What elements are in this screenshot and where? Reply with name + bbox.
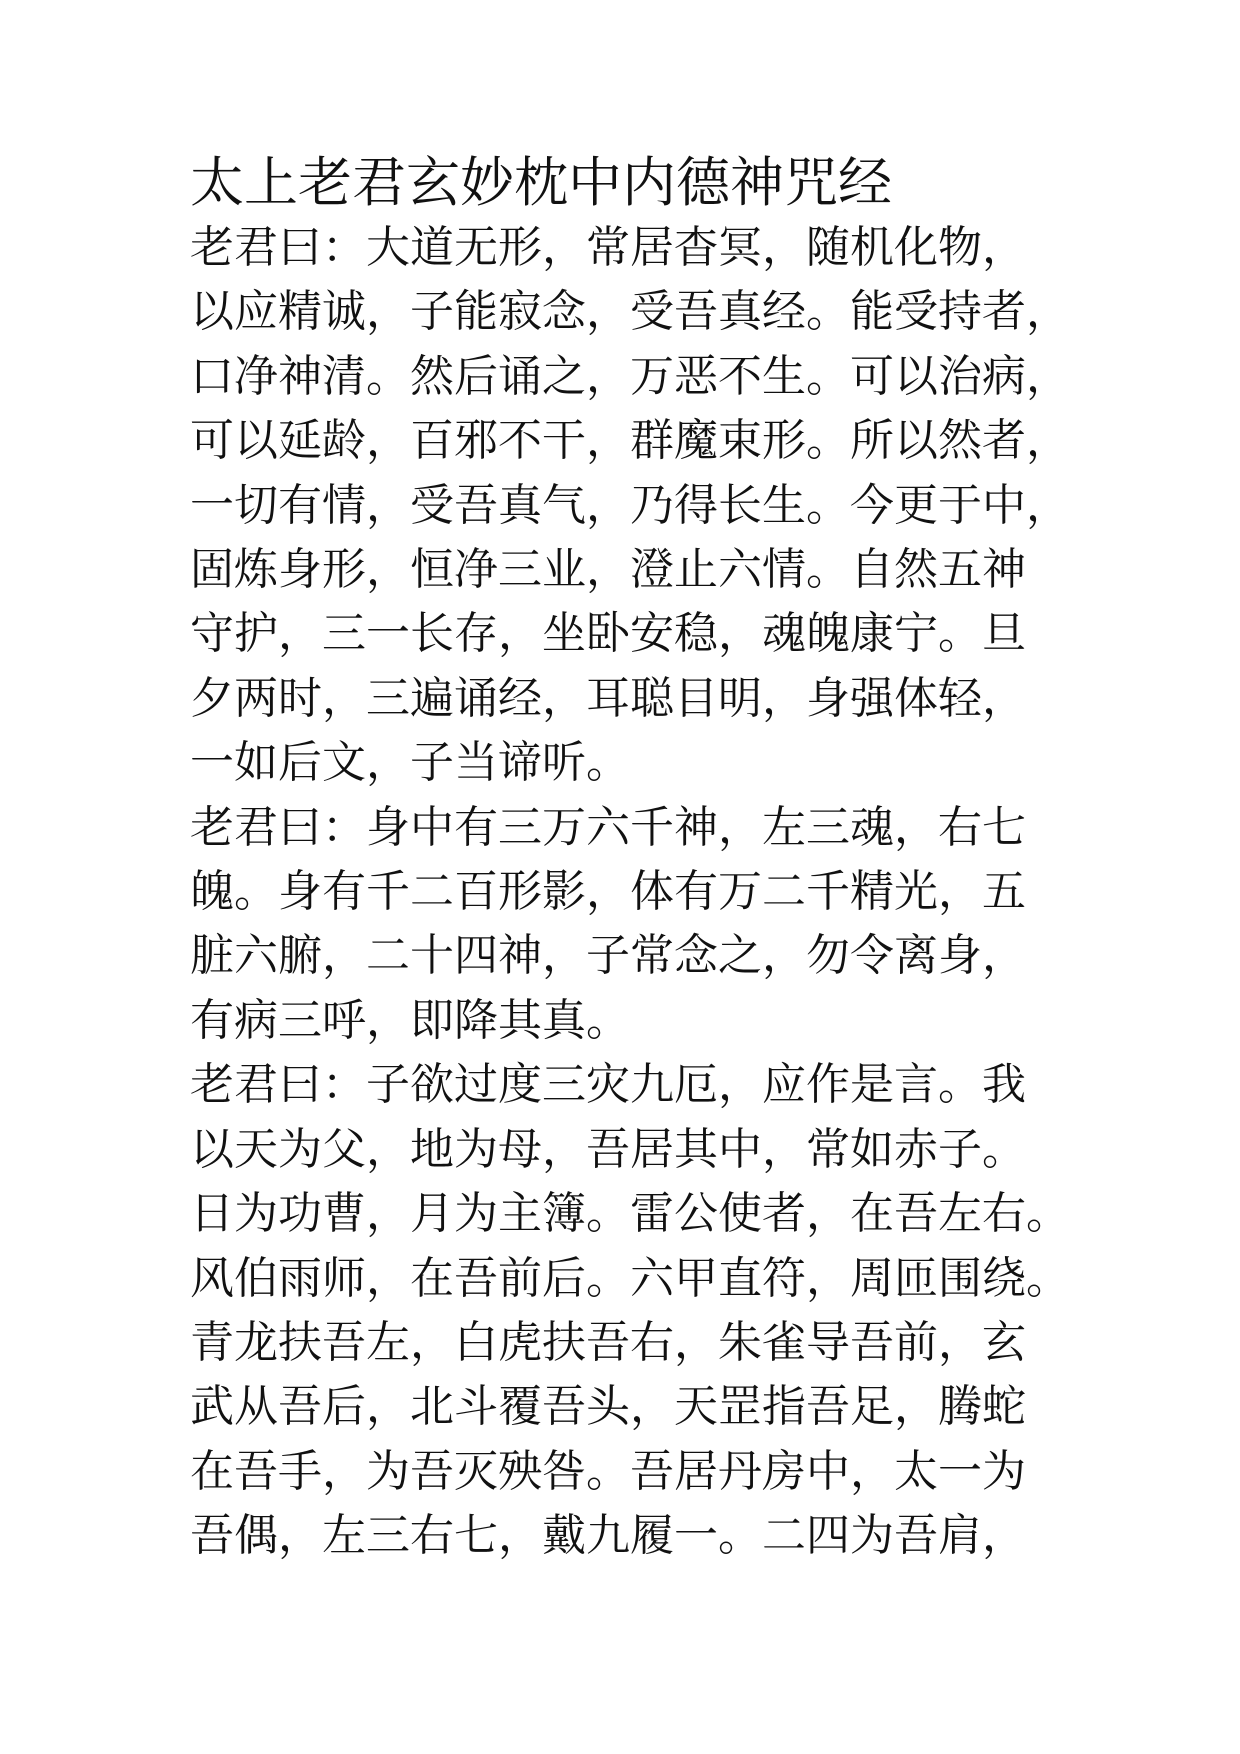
text-line: 老君曰：身中有三万六千神，左三魂，右七	[190, 801, 1026, 853]
paragraph-2	[190, 796, 1070, 1054]
text-line: 固炼身形，恒净三业，澄止六情。自然五神	[190, 544, 1026, 596]
text-line: 魄。身有千二百形影，体有万二千精光，五	[190, 866, 1026, 918]
text-line: 脏六腑，二十四神，子常念之，勿令离身，	[190, 930, 1026, 982]
text-line: 老君曰：大道无形，常居杳冥，随机化物，	[190, 222, 1026, 273]
text-line: 老君曰：子欲过度三灾九厄，应作是言。我	[190, 1059, 1026, 1111]
text-line: 一切有情，受吾真气，乃得长生。今更于中，	[190, 479, 1070, 531]
text-line: 在吾手，为吾灭殃咎。吾居丹房中，太一为	[190, 1445, 1026, 1497]
paragraph-1	[190, 216, 1070, 796]
text-line: 以应精诚，子能寂念，受吾真经。能受持者，	[190, 286, 1070, 338]
text-line: 武从吾后，北斗覆吾头，天罡指吾足，腾蛇	[190, 1381, 1026, 1433]
text-line: 日为功曹，月为主簿。雷公使者，在吾左右。	[190, 1188, 1070, 1240]
text-line: 吾偶，左三右七，戴九履一。二四为吾肩，	[190, 1510, 1026, 1562]
text-line: 青龙扶吾左，白虎扶吾右，朱雀导吾前，玄	[190, 1316, 1026, 1368]
document-title: 太上老君玄妙枕中内德神咒经	[190, 151, 892, 214]
text-line: 口净神清。然后诵之，万恶不生。可以治病，	[190, 350, 1070, 402]
text-line: 一如后文，子当谛听。	[190, 737, 630, 789]
text-line: 以天为父，地为母，吾居其中，常如赤子。	[190, 1123, 1026, 1175]
text-line: 风伯雨师，在吾前后。六甲直符，周匝围绕。	[190, 1252, 1070, 1304]
document-page	[190, 150, 1070, 1569]
text-line: 守护，三一长存，坐卧安稳，魂魄康宁。旦	[190, 608, 1026, 660]
text-line: 有病三呼，即降其真。	[190, 994, 630, 1046]
text-line: 可以延龄，百邪不干，群魔束形。所以然者，	[190, 415, 1070, 467]
paragraph-3	[190, 1053, 1070, 1568]
text-line: 夕两时，三遍诵经，耳聪目明，身强体轻，	[190, 672, 1026, 724]
